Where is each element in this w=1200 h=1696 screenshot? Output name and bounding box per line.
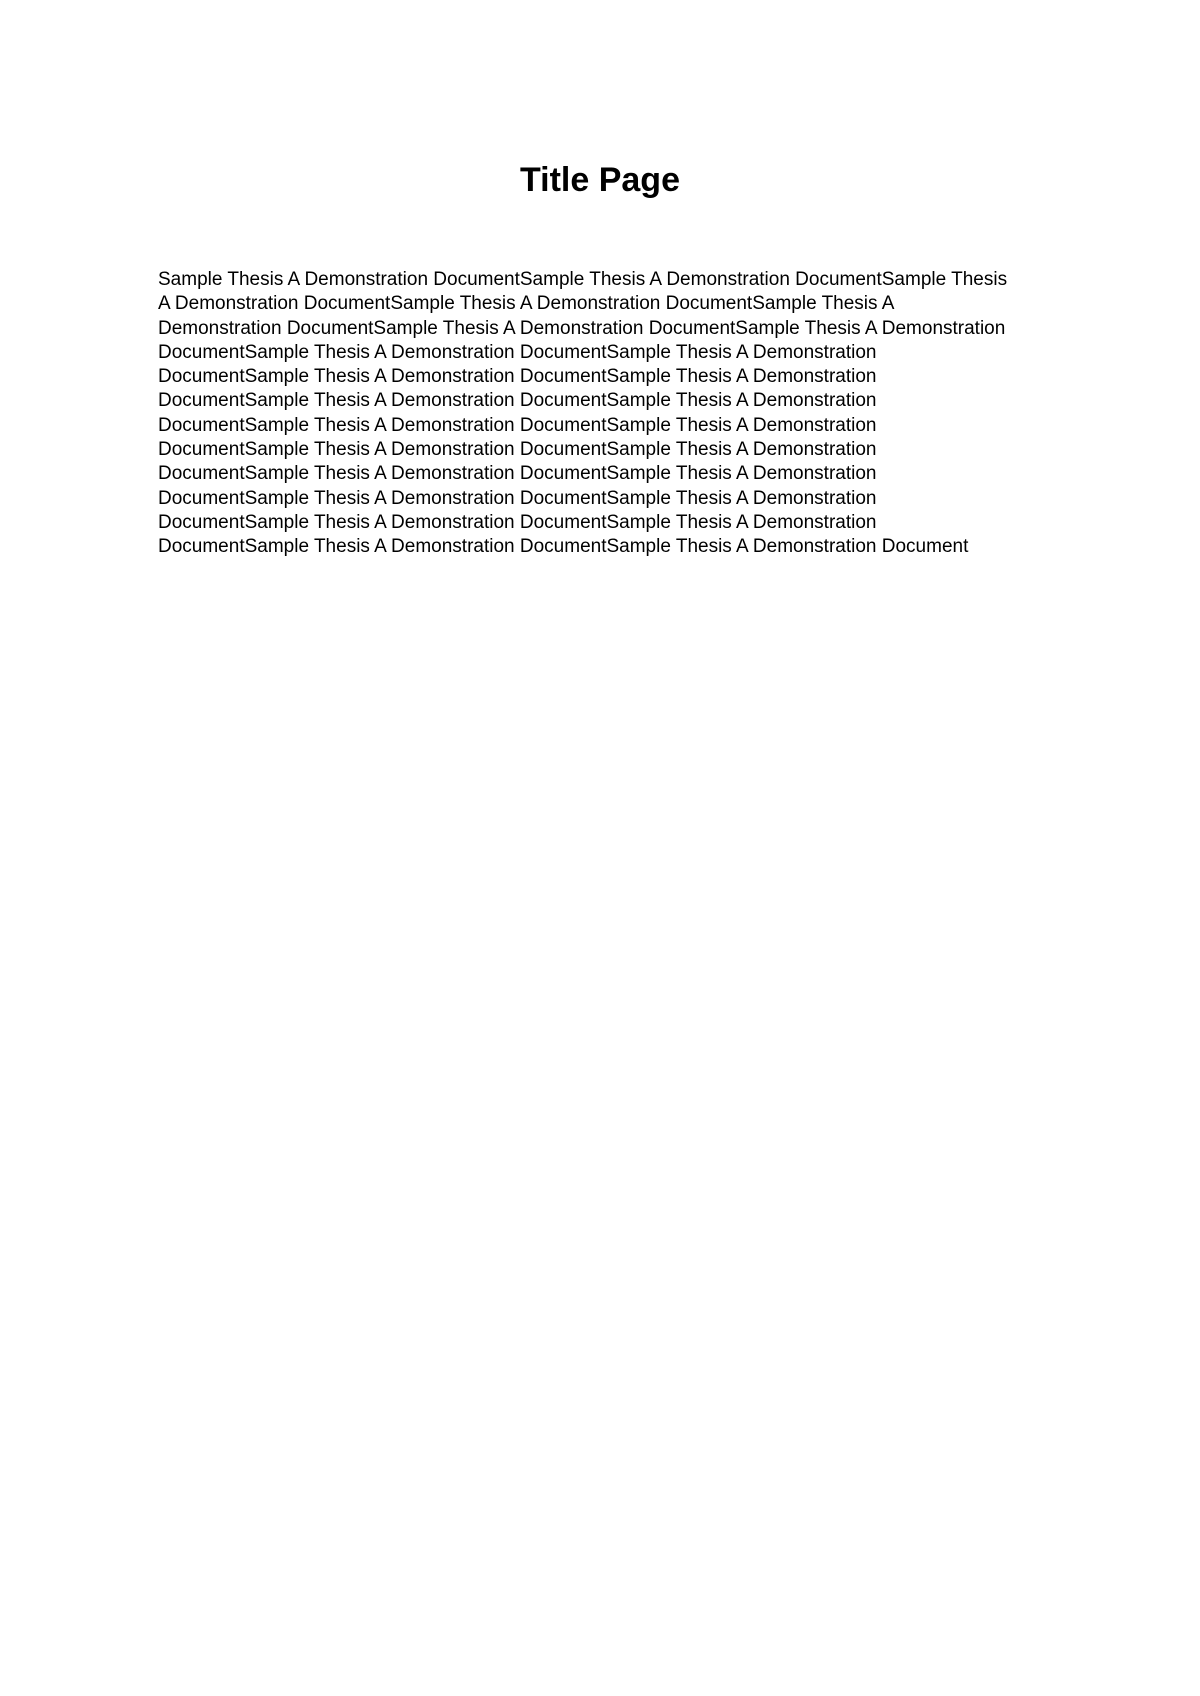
page-title: Title Page [520, 161, 680, 199]
body-paragraph: Sample Thesis A Demonstration DocumentSample Thesis A Demonstration DocumentSample Thesis A Demonstration DocumentSample Thesis A Demonstration DocumentSample Thesis A Demonstration DocumentSample Thesis A Demonstration DocumentSample Thesis A Demonstration DocumentSample Thesis A Demonstration DocumentSample Thesis A Demonstration DocumentSample Thesis A Demonstration DocumentSample Thesis A Demonstration DocumentSample Thesis A Demonstration DocumentSample Thesis A Demonstration DocumentSample Thesis A Demonstration DocumentSample Thesis A Demonstration DocumentSample Thesis A Demonstration DocumentSample Thesis A Demonstration DocumentSample Thesis A Demonstration DocumentSample Thesis A Demonstration DocumentSample Thesis A Demonstration DocumentSample Thesis A Demonstration DocumentSample Thesis A Demonstration DocumentSample Thesis A Demonstration DocumentSample Thesis A Demonstration DocumentSample Thesis A Demonstration Document [158, 269, 1008, 558]
